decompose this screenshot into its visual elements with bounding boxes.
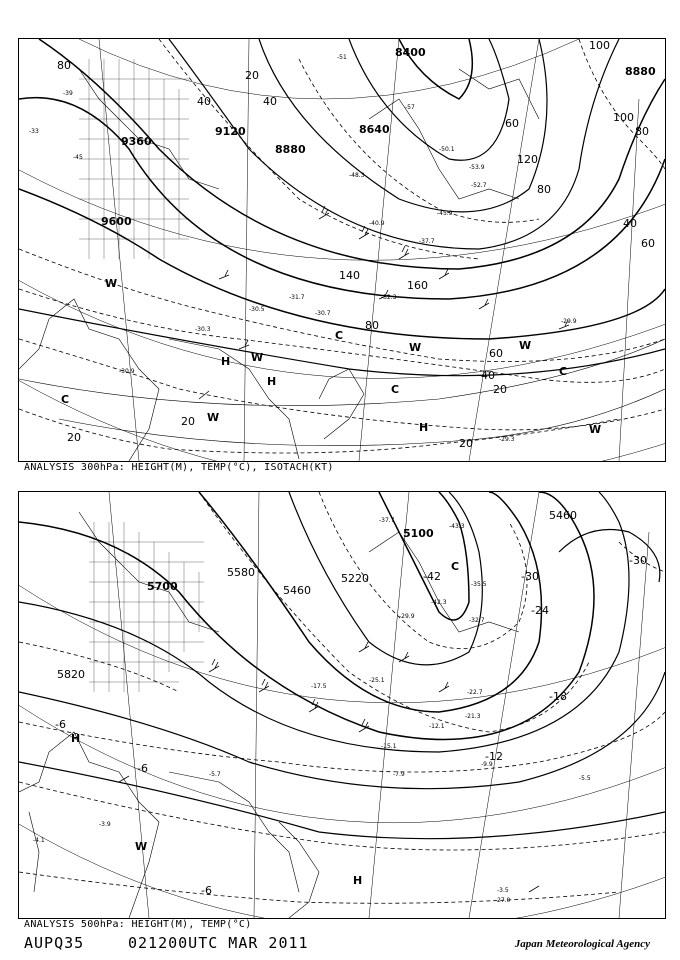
map-300hpa-svg <box>19 39 665 461</box>
isotach-contours <box>19 339 665 446</box>
warm-center-symbol: W <box>105 277 118 290</box>
valid-time: 021200UTC MAR 2011 <box>128 934 309 952</box>
isotherm-label: -30 <box>521 570 539 583</box>
cold-center-symbol: C <box>61 393 70 406</box>
isotach-label: 100 <box>613 111 634 124</box>
map-panel-300hpa <box>18 38 666 462</box>
isotach-label: 80 <box>537 183 551 196</box>
temp-label: -57 <box>405 104 415 111</box>
cold-center-symbol: C <box>391 383 400 396</box>
high-center-symbol: H <box>267 375 277 388</box>
height-label: 8640 <box>359 123 390 136</box>
isotherm-contours <box>19 39 665 453</box>
height-label: 8880 <box>625 65 656 78</box>
station-label: -42.3 <box>431 599 447 606</box>
isotach-label: 20 <box>493 383 507 396</box>
station-label: -17.5 <box>311 683 327 690</box>
station-label: -43.3 <box>449 523 465 530</box>
temp-label: -29.3 <box>499 436 515 443</box>
isotherm-label: -6 <box>201 884 212 897</box>
temp-label: -30.5 <box>249 306 265 313</box>
temp-label: -30.9 <box>119 368 135 375</box>
station-label: -12.1 <box>429 723 445 730</box>
isotach-label: 100 <box>589 39 610 52</box>
temp-label: -50.1 <box>439 146 455 153</box>
height-label: 5580 <box>227 566 255 579</box>
isotach-label: 60 <box>489 347 503 360</box>
isotherm-label: -6 <box>137 762 148 775</box>
temp-label: -40.9 <box>369 220 385 227</box>
station-label: -3.5 <box>497 887 509 894</box>
station-label: -21.3 <box>465 713 481 720</box>
height-label: 5460 <box>549 509 577 522</box>
temp-label: -31.7 <box>289 294 305 301</box>
temp-label: -29.9 <box>561 318 577 325</box>
station-label: -37.7 <box>379 517 395 524</box>
station-label: -5.7 <box>209 771 221 778</box>
warm-center-symbol: W <box>409 341 422 354</box>
panel-caption-300hpa: ANALYSIS 300hPa: HEIGHT(M), TEMP(°C), ISOTACH(KT) <box>24 462 334 473</box>
temp-label: -45.9 <box>437 210 453 217</box>
isotach-label: 160 <box>407 279 428 292</box>
isotach-label: 40 <box>623 217 637 230</box>
isotach-label: 20 <box>459 437 473 450</box>
warm-center-symbol: W <box>251 351 264 364</box>
agency-name: Japan Meteorological Agency <box>514 938 650 950</box>
station-label: -7.9 <box>393 771 405 778</box>
isotherm-label: -30 <box>629 554 647 567</box>
station-label: -4.1 <box>33 837 45 844</box>
map-500hpa-svg <box>19 492 665 918</box>
station-label: -29.9 <box>399 613 415 620</box>
height-label: 5220 <box>341 572 369 585</box>
station-label: -9.9 <box>481 761 493 768</box>
isotach-labels <box>57 39 655 450</box>
graticule <box>19 492 665 918</box>
temp-label: -51 <box>337 54 347 61</box>
height-label: 5100 <box>403 527 434 540</box>
height-label: 8400 <box>395 46 426 59</box>
isotach-label: 20 <box>245 69 259 82</box>
station-label: -25.1 <box>369 677 385 684</box>
isotherm-contours <box>19 492 665 903</box>
isotach-label: 20 <box>67 431 81 444</box>
temp-label: -45 <box>73 154 83 161</box>
isotherm-label: -18 <box>549 690 567 703</box>
isotach-label: 40 <box>197 95 211 108</box>
high-center-symbol: H <box>419 421 429 434</box>
cold-center-symbol: C <box>559 365 568 378</box>
station-label: -5.5 <box>579 775 591 782</box>
chart-code: AUPQ35 <box>24 934 85 952</box>
isotherm-label: -42 <box>423 570 441 583</box>
station-label: 27.0 <box>497 897 511 904</box>
pressure-symbols <box>61 277 601 436</box>
height-label: 5700 <box>147 580 178 593</box>
temp-label: -39 <box>63 90 73 97</box>
hatched-region <box>89 522 204 692</box>
height-label: 9600 <box>101 215 132 228</box>
isotach-label: 60 <box>641 237 655 250</box>
height-label: 8880 <box>275 143 306 156</box>
isotach-label: 60 <box>505 117 519 130</box>
warm-center-symbol: W <box>519 339 532 352</box>
warm-center-symbol: W <box>135 840 148 853</box>
isotach-label: 40 <box>263 95 277 108</box>
isotherm-label: -6 <box>55 718 66 731</box>
height-label: 5820 <box>57 668 85 681</box>
isotach-label: 80 <box>365 319 379 332</box>
station-label: -3.9 <box>99 821 111 828</box>
coastline <box>19 69 539 461</box>
height-labels <box>57 509 577 681</box>
temp-label: -33 <box>29 128 39 135</box>
station-label: -32.7 <box>469 617 485 624</box>
height-label: 5460 <box>283 584 311 597</box>
isotach-label: 40 <box>481 369 495 382</box>
station-label: -15.1 <box>381 743 397 750</box>
cold-center-symbol: C <box>335 329 344 342</box>
high-center-symbol: H <box>71 732 81 745</box>
station-label: -35.5 <box>471 581 487 588</box>
temp-label: -52.7 <box>471 182 487 189</box>
panel-caption-500hpa: ANALYSIS 500hPa: HEIGHT(M), TEMP(°C) <box>24 919 252 930</box>
isotach-label: 120 <box>517 153 538 166</box>
temp-label: -53.9 <box>469 164 485 171</box>
isotherm-label: -12 <box>485 750 503 763</box>
station-label: -22.7 <box>467 689 483 696</box>
high-center-symbol: H <box>353 874 363 887</box>
temp-label: -30.7 <box>315 310 331 317</box>
height-labels <box>101 46 656 228</box>
hatched-region <box>79 59 189 259</box>
isotach-label: 80 <box>57 59 71 72</box>
isotherm-label: -24 <box>531 604 549 617</box>
height-label: 9360 <box>121 135 152 148</box>
wind-barbs <box>119 642 539 892</box>
isotach-label: 140 <box>339 269 360 282</box>
height-label: 9120 <box>215 125 246 138</box>
temp-label: -48.3 <box>349 172 365 179</box>
cold-center-symbol: C <box>451 560 460 573</box>
temp-label: -32.3 <box>381 294 397 301</box>
high-center-symbol: H <box>221 355 231 368</box>
temp-label: -30.3 <box>195 326 211 333</box>
temp-label: -37.7 <box>419 238 435 245</box>
isotach-label: 80 <box>635 125 649 138</box>
map-panel-500hpa <box>18 491 666 919</box>
warm-center-symbol: W <box>207 411 220 424</box>
isotach-label: 20 <box>181 415 195 428</box>
warm-center-symbol: W <box>589 423 602 436</box>
